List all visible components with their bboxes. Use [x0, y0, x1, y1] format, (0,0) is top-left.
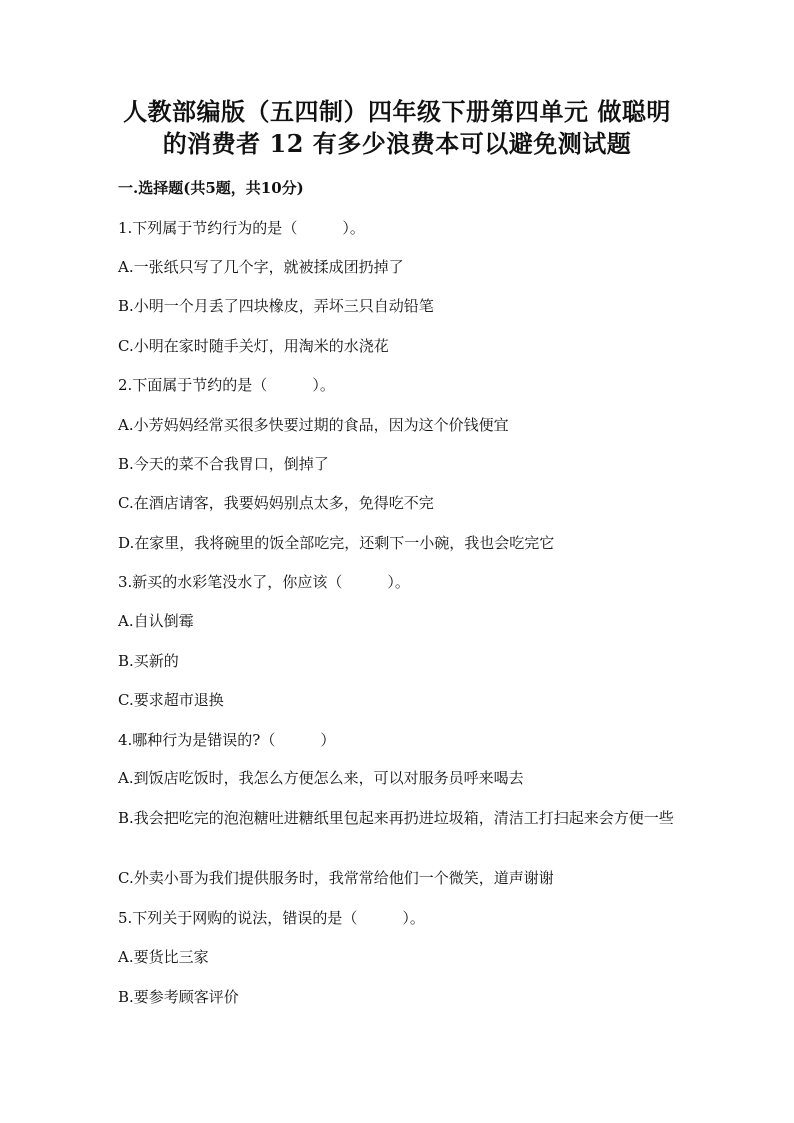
title-line-2: 的消费者 12 有多少浪费本可以避免测试题 — [162, 129, 632, 158]
question-1-option-b: B.小明一个月丢了四块橡皮，弄坏三只自动铅笔 — [118, 297, 434, 315]
question-4-option-c: C.外卖小哥为我们提供服务时，我常常给他们一个微笑，道声谢谢 — [118, 869, 554, 887]
question-3-stem: 3.新买的水彩笔没水了，你应该（ ）。 — [118, 573, 410, 591]
question-1-option-a: A.一张纸只写了几个字，就被揉成团扔掉了 — [118, 258, 404, 276]
question-1-option-c: C.小明在家时随手关灯，用淘米的水浇花 — [118, 337, 389, 355]
question-2-stem: 2.下面属于节约的是（ ）。 — [118, 376, 335, 394]
question-4-option-b: B.我会把吃完的泡泡糖吐进糖纸里包起来再扔进垃圾箱，清洁工打扫起来会方便一些 — [118, 809, 674, 827]
section-heading: 一.选择题(共5题，共10分) — [118, 179, 304, 197]
question-3-option-a: A.自认倒霉 — [118, 612, 194, 630]
question-3-option-c: C.要求超市退换 — [118, 691, 224, 709]
question-4-stem: 4.哪种行为是错误的?（ ） — [118, 731, 336, 749]
question-5-option-a: A.要货比三家 — [118, 948, 209, 966]
question-5-stem: 5.下列关于网购的说法，错误的是（ ）。 — [118, 909, 425, 927]
question-2-option-b: B.今天的菜不合我胃口，倒掉了 — [118, 455, 329, 473]
question-2-option-a: A.小芳妈妈经常买很多快要过期的食品，因为这个价钱便宜 — [118, 416, 509, 434]
title-line-1: 人教部编版（五四制）四年级下册第四单元 做聪明 — [123, 97, 671, 126]
question-4-option-a: A.到饭店吃饭时，我怎么方便怎么来，可以对服务员呼来喝去 — [118, 769, 524, 787]
question-2-option-d: D.在家里，我将碗里的饭全部吃完，还剩下一小碗，我也会吃完它 — [118, 534, 555, 552]
question-2-option-c: C.在酒店请客，我要妈妈别点太多，免得吃不完 — [118, 494, 434, 512]
page-title — [60, 96, 734, 160]
question-1-stem: 1.下列属于节约行为的是（ ）。 — [118, 219, 365, 237]
question-3-option-b: B.买新的 — [118, 652, 179, 670]
question-5-option-b: B.要参考顾客评价 — [118, 988, 239, 1006]
